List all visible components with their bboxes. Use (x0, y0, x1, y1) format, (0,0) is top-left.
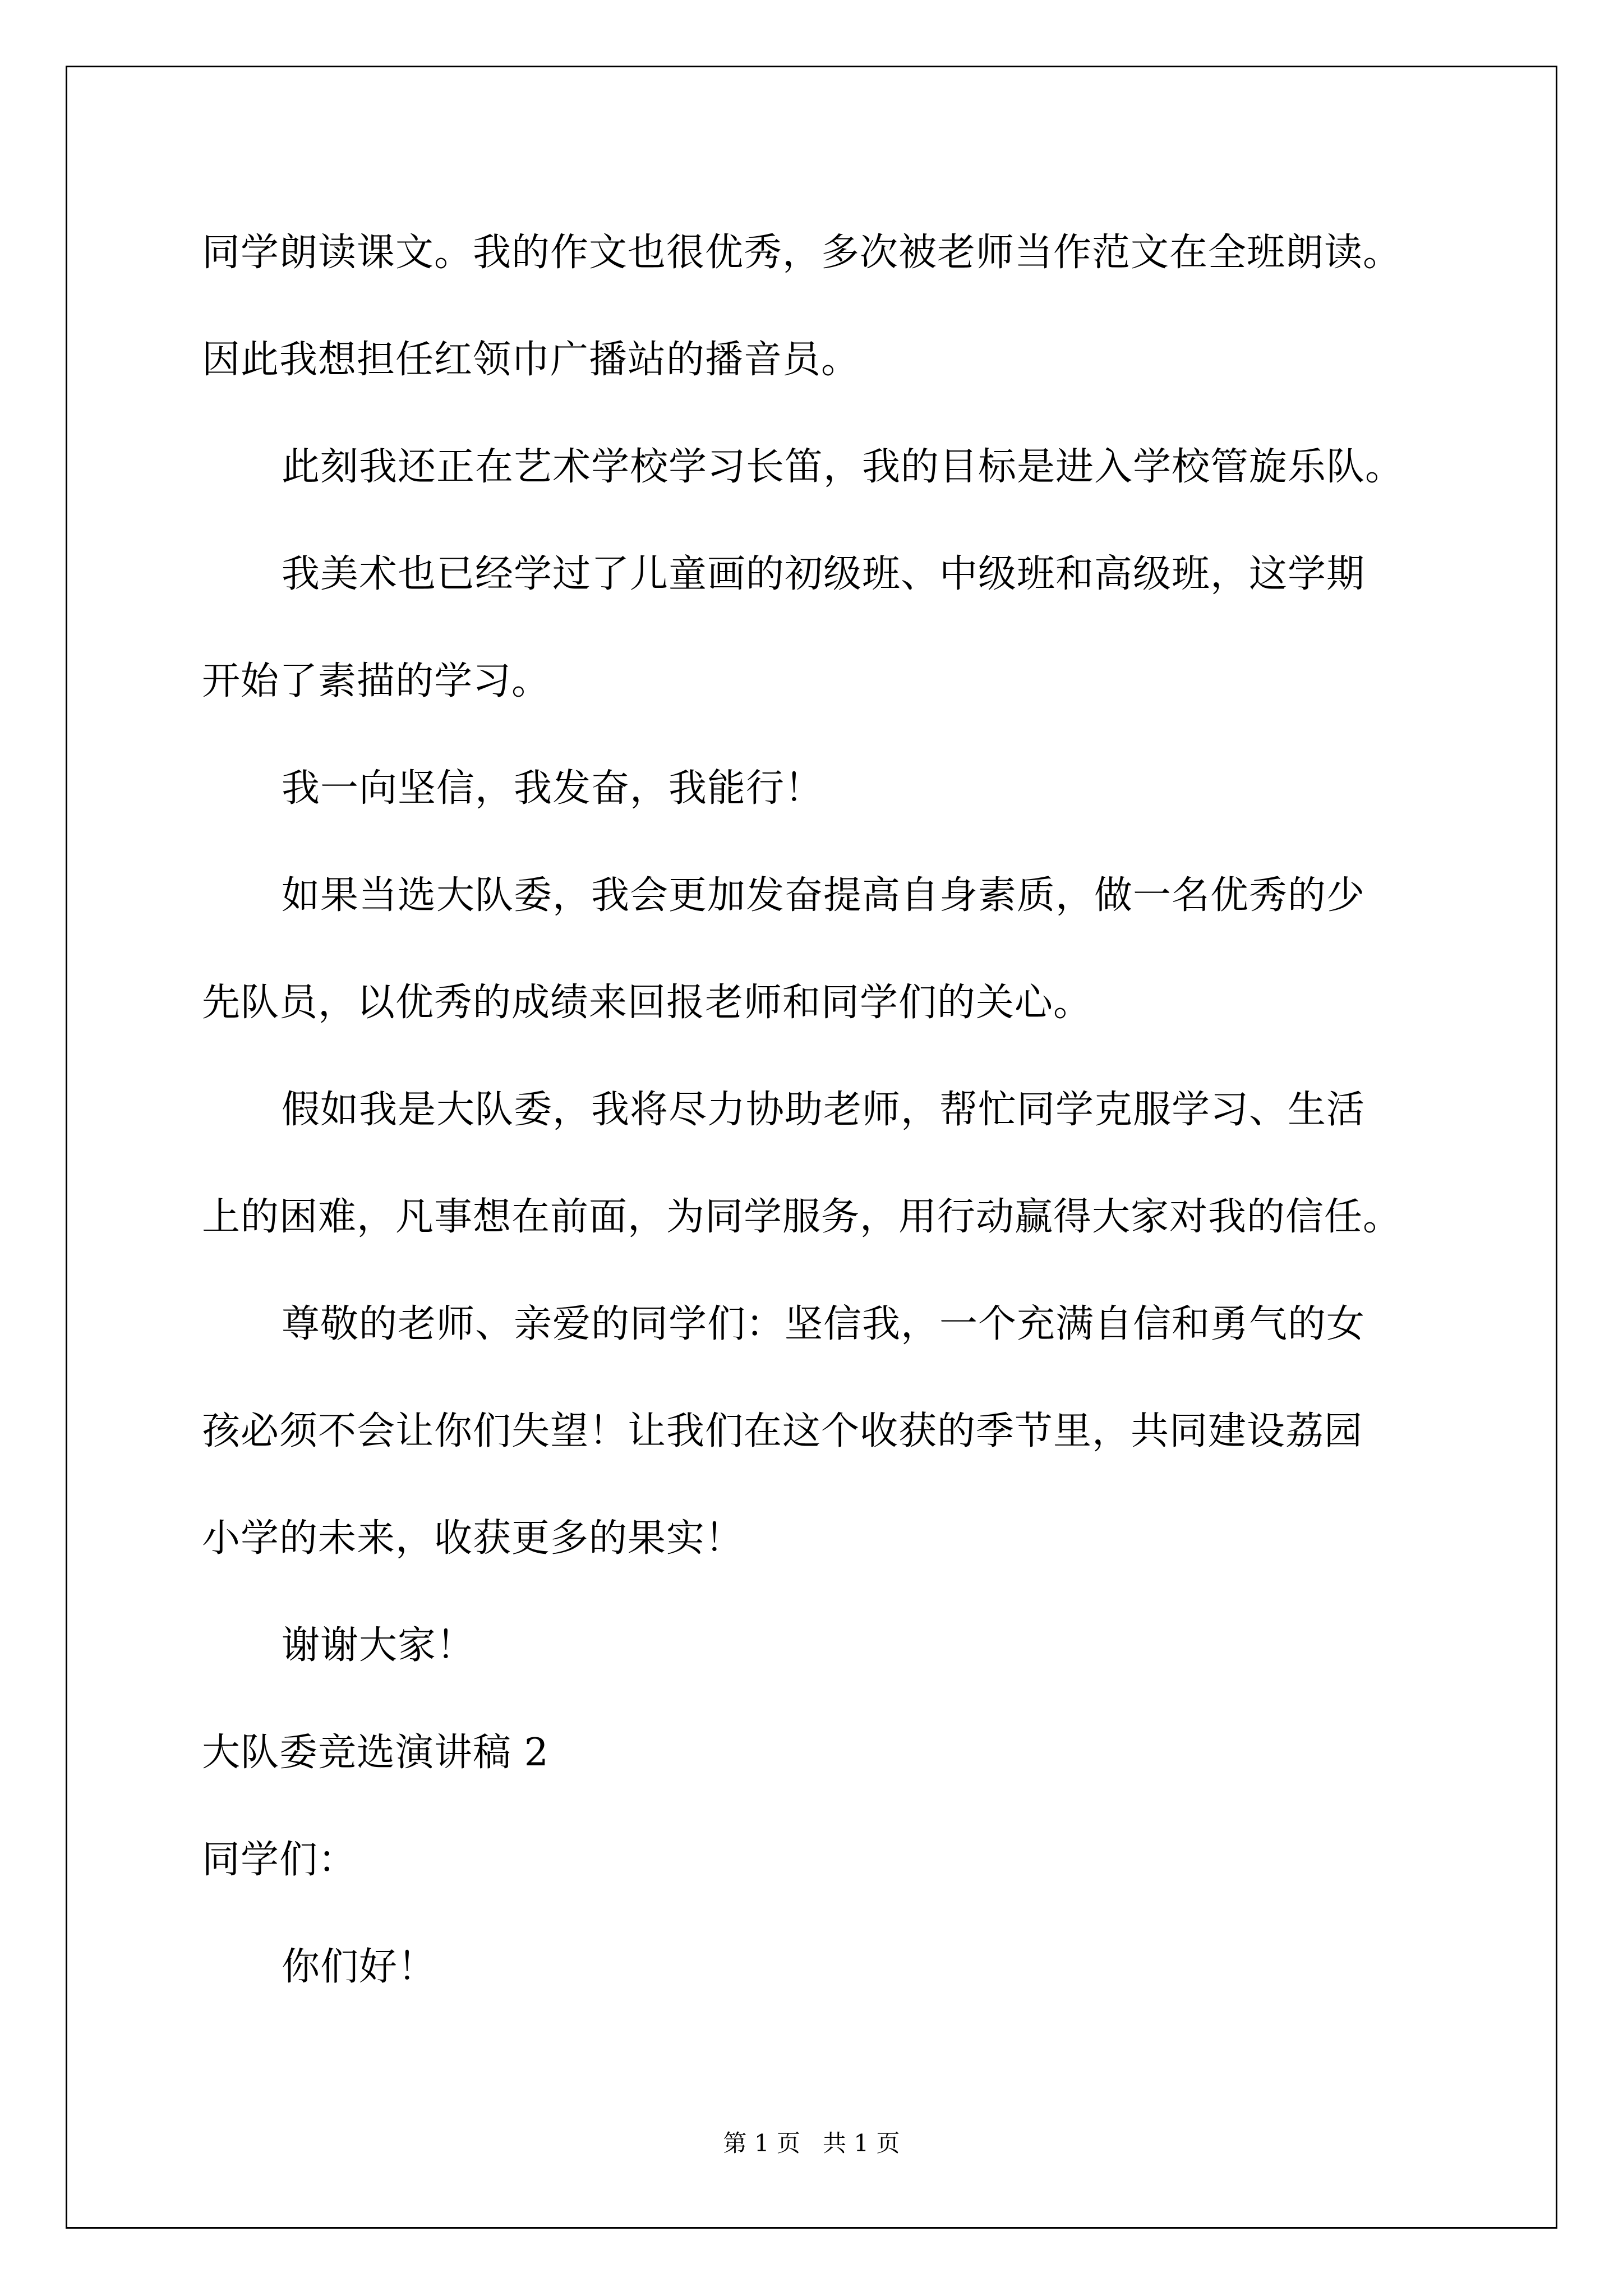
section-heading: 大队委竞选演讲稿 2 (202, 1731, 549, 1775)
text-line: 因此我想担任红领巾广播站的播音员。 (202, 338, 860, 382)
document-body (202, 199, 1444, 2021)
text-line: 小学的未来，收获更多的果实！ (202, 1516, 744, 1561)
text-line: 同学们： (202, 1838, 357, 1882)
text-line: 谢谢大家！ (282, 1623, 476, 1668)
text-line: 此刻我还正在艺术学校学习长笛，我的目标是进入学校管旋乐队。 (282, 445, 1404, 489)
text-line: 假如我是大队委，我将尽力协助老师，帮忙同学克服学习、生活 (282, 1088, 1366, 1132)
page-number-footer: 第 1 页 共 1 页 (723, 2129, 900, 2157)
text-line: 我一向坚信，我发奋，我能行！ (282, 766, 824, 811)
text-line: 如果当选大队委，我会更加发奋提高自身素质，做一名优秀的少 (282, 873, 1366, 918)
text-line: 你们好！ (282, 1945, 437, 1989)
text-line: 孩必须不会让你们失望！让我们在这个收获的季节里，共同建设荔园 (202, 1409, 1363, 1453)
text-line: 上的困难，凡事想在前面，为同学服务，用行动赢得大家对我的信任。 (202, 1195, 1402, 1239)
text-line: 开始了素描的学习。 (202, 659, 551, 703)
text-line: 先队员，以优秀的成绩来回报老师和同学们的关心。 (202, 981, 1092, 1025)
text-line: 尊敬的老师、亲爱的同学们：坚信我，一个充满自信和勇气的女 (282, 1302, 1366, 1346)
text-line: 同学朗读课文。我的作文也很优秀，多次被老师当作范文在全班朗读。 (202, 231, 1402, 275)
text-line: 我美术也已经学过了儿童画的初级班、中级班和高级班，这学期 (282, 552, 1366, 596)
